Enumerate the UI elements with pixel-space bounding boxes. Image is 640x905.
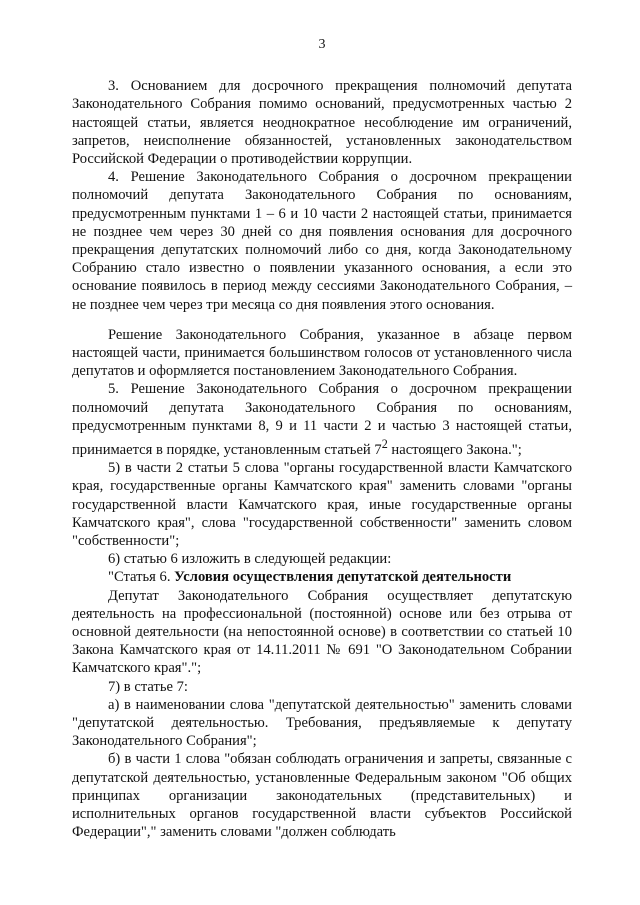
document-body	[72, 77, 572, 841]
paragraph-part-3: 3. Основанием для досрочного прекращения полномочий депутата Законодательного Собрания помимо оснований, предусмотренных частью 2 настоящей статьи, является неоднократное несоблюдение им ограничений, запретов, неисполнение обязанностей, установленных законодательством Российской Федерации о противодействии коррупции.	[72, 78, 572, 168]
list-item-5: 5) в части 2 статьи 5 слова "органы государственной власти Камчатского края, государственные органы Камчатского края" заменить словами "органы государственной власти Камчатского края, иные государственные органы Камчатского края", слова "государственной собственности" заменить словом "собственности";	[72, 460, 572, 549]
list-item-6: 6) статью 6 изложить в следующей редакции:	[108, 551, 392, 568]
article-6-body: Депутат Законодательного Собрания осуществляет депутатскую деятельность на профессиональной (постоянной) основе или без отрыва от основной деятельности (на непостоянной основе) в соответствии со статьей 10 Закона Камчатского края от 14.11.2011 № 691 "О Законодательном Собрании Камчатского края".";	[72, 587, 572, 677]
superscript-index: 2	[381, 437, 388, 452]
paragraph-part-5-tail: настоящего Закона.";	[387, 441, 522, 458]
article-6-heading	[72, 568, 572, 586]
article-6-title: Условия осуществления депутатской деятельности	[174, 569, 512, 586]
paragraph-part-4: 4. Решение Законодательного Собрания о досрочном прекращении полномочий депутата Законодательного Собрания по основаниям, предусмотренным пунктами 1 – 6 и 10 части 2 настоящей статьи, принимается не позднее чем через 30 дней со дня появления основания для досрочного прекращения депутатских полномочий либо со дня, когда Законодательному Собранию стало известно о появлении указанного основания, а если это основание появилось в период между сессиями Законодательного Собрания, – не позднее чем через три месяца со дня появления этого основания.	[72, 169, 572, 313]
paragraph-part-4-second: Решение Законодательного Собрания, указанное в абзаце первом настоящей части, принимается большинством голосов от установленного числа депутатов и оформляется постановлением Законодательного Собрания.	[72, 326, 572, 380]
list-item-7b: б) в части 1 слова "обязан соблюдать ограничения и запреты, связанные с депутатской деятельностью, установленные Федеральным законом "Об общих принципах организации законодательных (представительных) и исполнительных органов государственной власти субъектов Российской Федерации"," заменить словами "должен соблюдать	[72, 751, 572, 841]
paragraph-part-5	[72, 380, 572, 459]
list-item-7: 7) в статье 7:	[108, 678, 188, 695]
paragraph-part-5-text: 5. Решение Законодательного Собрания о досрочном прекращении полномочий депутата Законодательного Собрания по основаниям, предусмотренным пунктами 8, 9 и 11 части 2 и частью 3 настоящей статьи, принимается в порядке, установленным статьей 7	[72, 381, 572, 458]
article-6-label: "Статья 6.	[108, 569, 175, 586]
page-number: 3	[318, 37, 326, 52]
list-item-7a: а) в наименовании слова "депутатской деятельностью" заменить словами "депутатской деятельностью. Требования, предъявляемые к депутату Законодательного Собрания";	[72, 696, 572, 750]
